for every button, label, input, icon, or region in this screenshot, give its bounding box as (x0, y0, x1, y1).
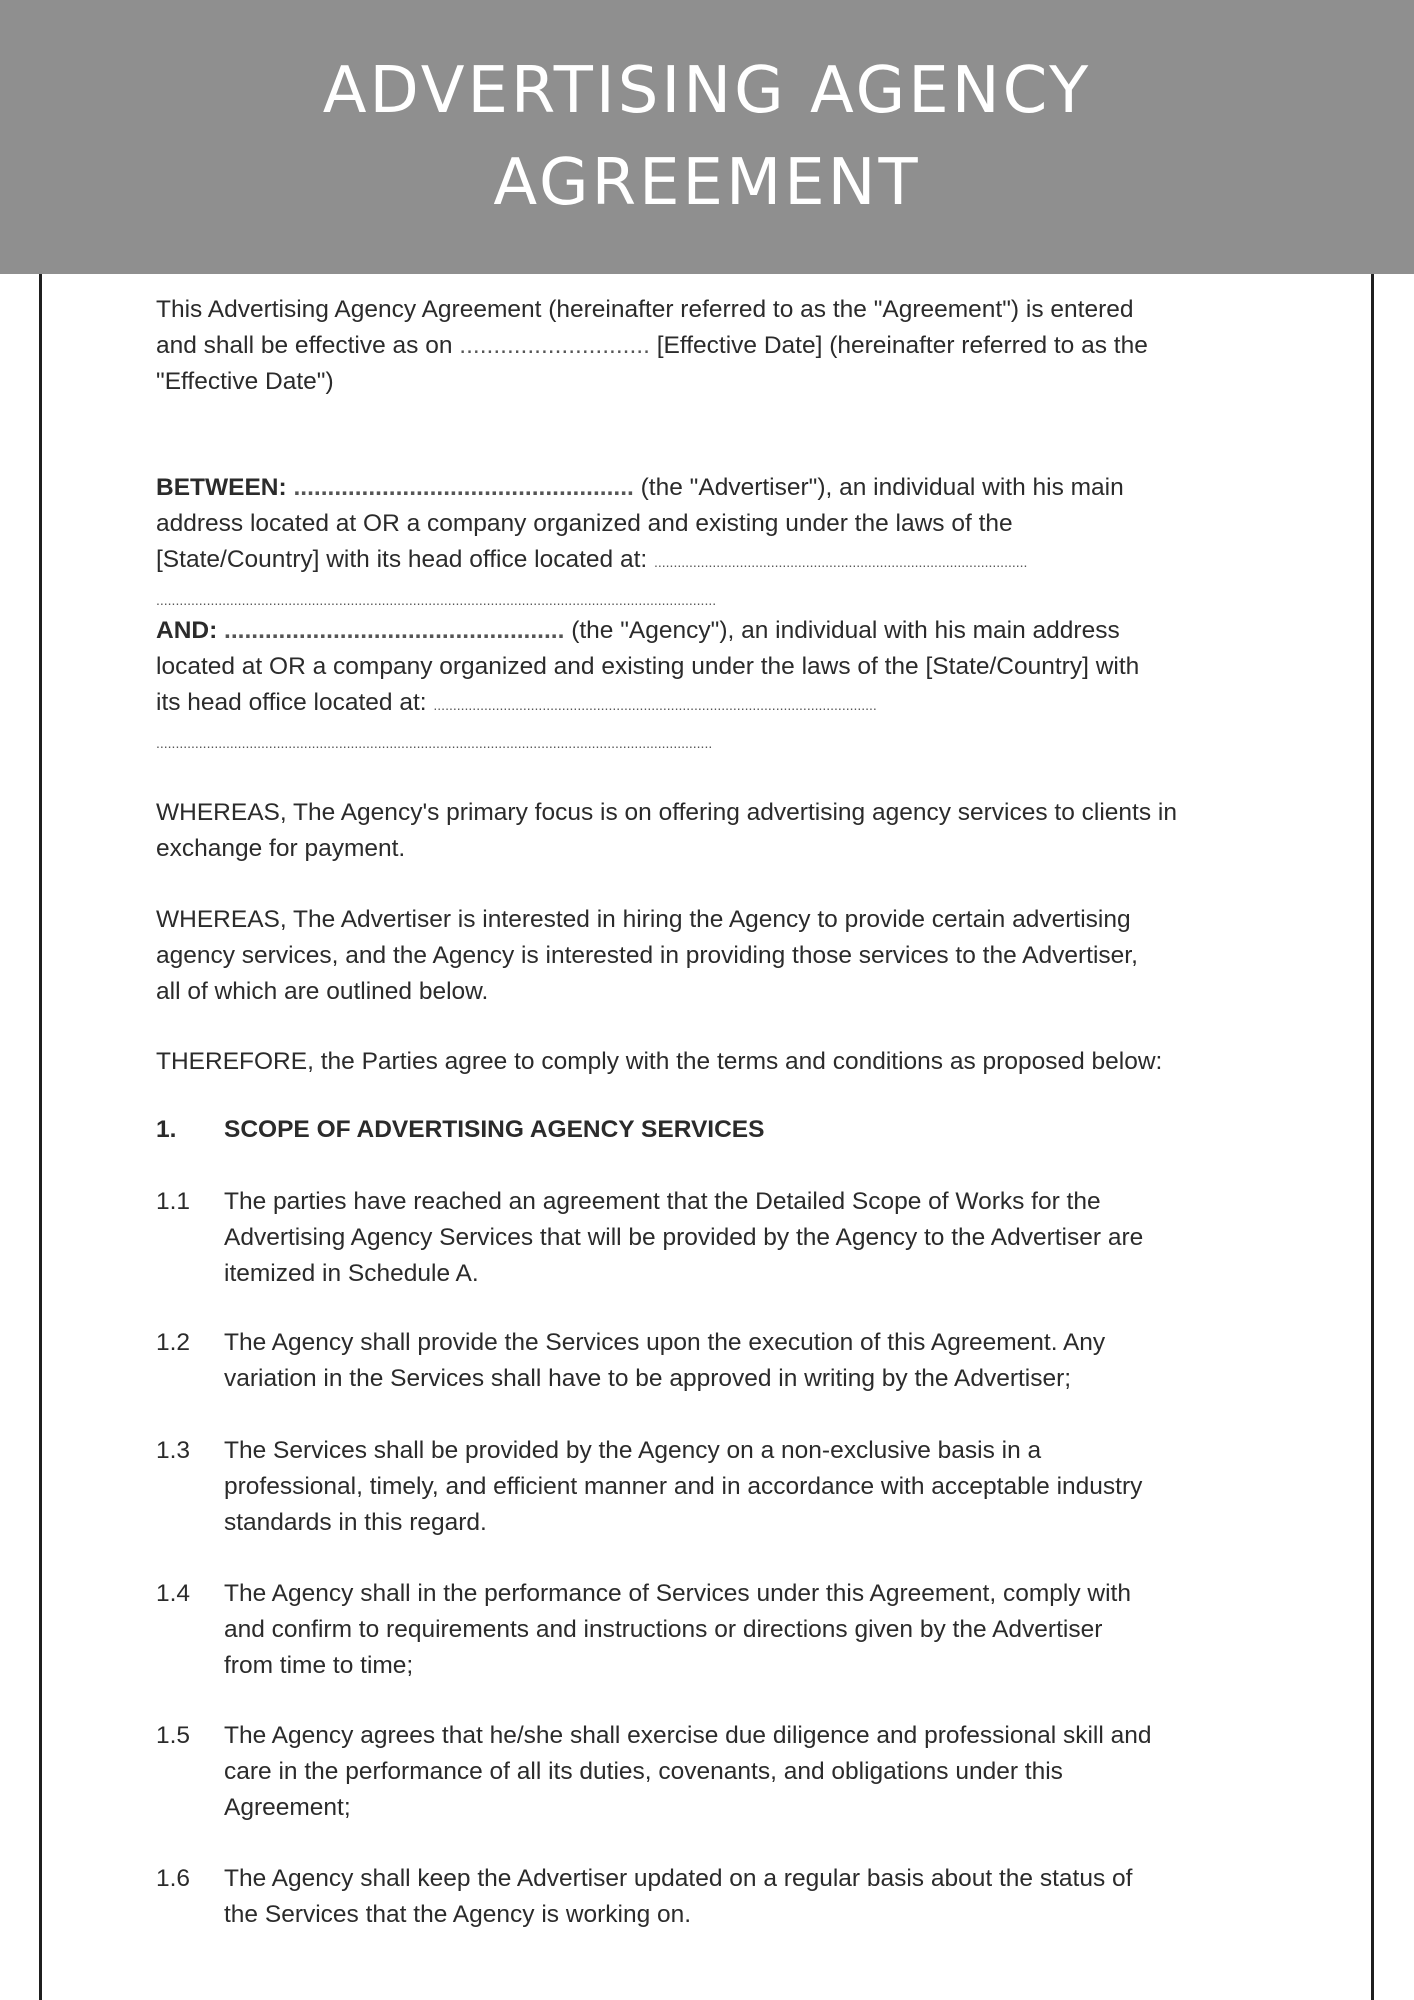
clause-number: 1.5 (156, 1722, 191, 1749)
clause-line: Agreement; (224, 1794, 351, 1821)
clause-1-1 (156, 1184, 1143, 1292)
and-line-4 (156, 723, 1139, 761)
and-label: AND: (156, 617, 218, 644)
clause-line: Advertising Agency Services that will be provided by the Agency to the Advertiser are (224, 1224, 1144, 1251)
clause-line: The Agency shall provide the Services upon the execution of this Agreement. Any (224, 1329, 1106, 1356)
clause-line: the Services that the Agency is working on. (224, 1901, 692, 1928)
page-border-right (1371, 274, 1374, 2000)
intro-line-2: and shall be effective as on ............................ [Effective Date] (hereinafter referred to as the (156, 332, 1148, 359)
clause-number: 1.2 (156, 1329, 191, 1356)
clause-line: standards in this regard. (224, 1509, 487, 1536)
clause-number: 1.3 (156, 1437, 191, 1464)
therefore-paragraph (156, 1044, 1162, 1080)
between-label: BETWEEN: (156, 474, 287, 501)
clause-line: and confirm to requirements and instructions or directions given by the Advertiser (224, 1616, 1103, 1643)
between-line-2: address located at OR a company organized and existing under the laws of the (156, 510, 1013, 537)
clause-line: The Services shall be provided by the Agency on a non-exclusive basis in a (224, 1437, 1042, 1464)
therefore-line: THEREFORE, the Parties agree to comply with the terms and conditions as proposed below: (156, 1048, 1163, 1075)
whereas-1-line-2: exchange for payment. (156, 835, 406, 862)
agency-address-blank-2: ............................................................................................................................................... (156, 735, 713, 751)
clause-1-3 (156, 1433, 1142, 1541)
clause-1-6 (156, 1861, 1132, 1933)
whereas-paragraph-2 (156, 902, 1138, 1010)
intro-paragraph (156, 292, 1148, 400)
clause-1-2 (156, 1325, 1105, 1397)
title-banner (0, 0, 1414, 274)
whereas-paragraph-1 (156, 795, 1177, 867)
clause-line: variation in the Services shall have to be approved in writing by the Advertiser; (224, 1365, 1072, 1392)
advertiser-name-blank: .................................................. (286, 474, 634, 501)
document-title-line-2: AGREEMENT (493, 146, 921, 220)
clause-line: itemized in Schedule A. (224, 1260, 479, 1287)
clause-line: The parties have reached an agreement that the Detailed Scope of Works for the (224, 1188, 1101, 1215)
document-title-line-1: ADVERTISING AGENCY (322, 54, 1092, 128)
clause-line: The Agency agrees that he/she shall exercise due diligence and professional skill and (224, 1722, 1152, 1749)
section-title: SCOPE OF ADVERTISING AGENCY SERVICES (224, 1116, 765, 1143)
and-line-1: AND: .................................................. (the "Agency"), an individual with his main address (156, 617, 1120, 644)
and-line-3: its head office located at: .................................................................................................................. (156, 689, 877, 716)
clause-1-4 (156, 1576, 1131, 1684)
between-line-3: [State/Country] with its head office located at: ................................................................................................ (156, 546, 1028, 573)
whereas-2-line-3: all of which are outlined below. (156, 978, 489, 1005)
clause-number: 1.4 (156, 1580, 191, 1607)
clause-1-5 (156, 1718, 1152, 1826)
advertiser-address-blank-2: ................................................................................................................................................ (156, 592, 717, 608)
agency-name-blank: .................................................. (217, 617, 565, 644)
clause-line: The Agency shall keep the Advertiser updated on a regular basis about the status of (224, 1865, 1133, 1892)
advertiser-address-blank: ................................................................................................ (654, 554, 1028, 570)
agency-address-blank: .................................................................................................................. (433, 697, 877, 713)
between-paragraph (156, 470, 1124, 618)
whereas-2-line-2: agency services, and the Agency is interested in providing those services to the Advertiser, (156, 942, 1138, 969)
whereas-1-line-1: WHEREAS, The Agency's primary focus is on offering advertising agency services to clients in (156, 799, 1177, 826)
clause-number: 1.6 (156, 1865, 191, 1892)
page-border-left (39, 274, 42, 2000)
clause-line: from time to time; (224, 1652, 414, 1679)
clause-line: The Agency shall in the performance of Services under this Agreement, comply with (224, 1580, 1131, 1607)
section-heading (156, 1112, 764, 1148)
intro-line-1: This Advertising Agency Agreement (hereinafter referred to as the "Agreement") is entered (156, 296, 1134, 323)
and-line-2: located at OR a company organized and existing under the laws of the [State/Country] with (156, 653, 1140, 680)
clause-number: 1.1 (156, 1188, 191, 1215)
between-line-1: BETWEEN: .................................................. (the "Advertiser"), an individual with his main (156, 474, 1124, 501)
effective-date-blank: ............................ (459, 332, 650, 359)
intro-line-3: "Effective Date") (156, 368, 334, 395)
and-paragraph (156, 613, 1139, 761)
clause-line: professional, timely, and efficient manner and in accordance with acceptable industry (224, 1473, 1143, 1500)
clause-line: care in the performance of all its duties, covenants, and obligations under this (224, 1758, 1063, 1785)
whereas-2-line-1: WHEREAS, The Advertiser is interested in hiring the Agency to provide certain advertising (156, 906, 1131, 933)
section-number: 1. (156, 1116, 177, 1143)
